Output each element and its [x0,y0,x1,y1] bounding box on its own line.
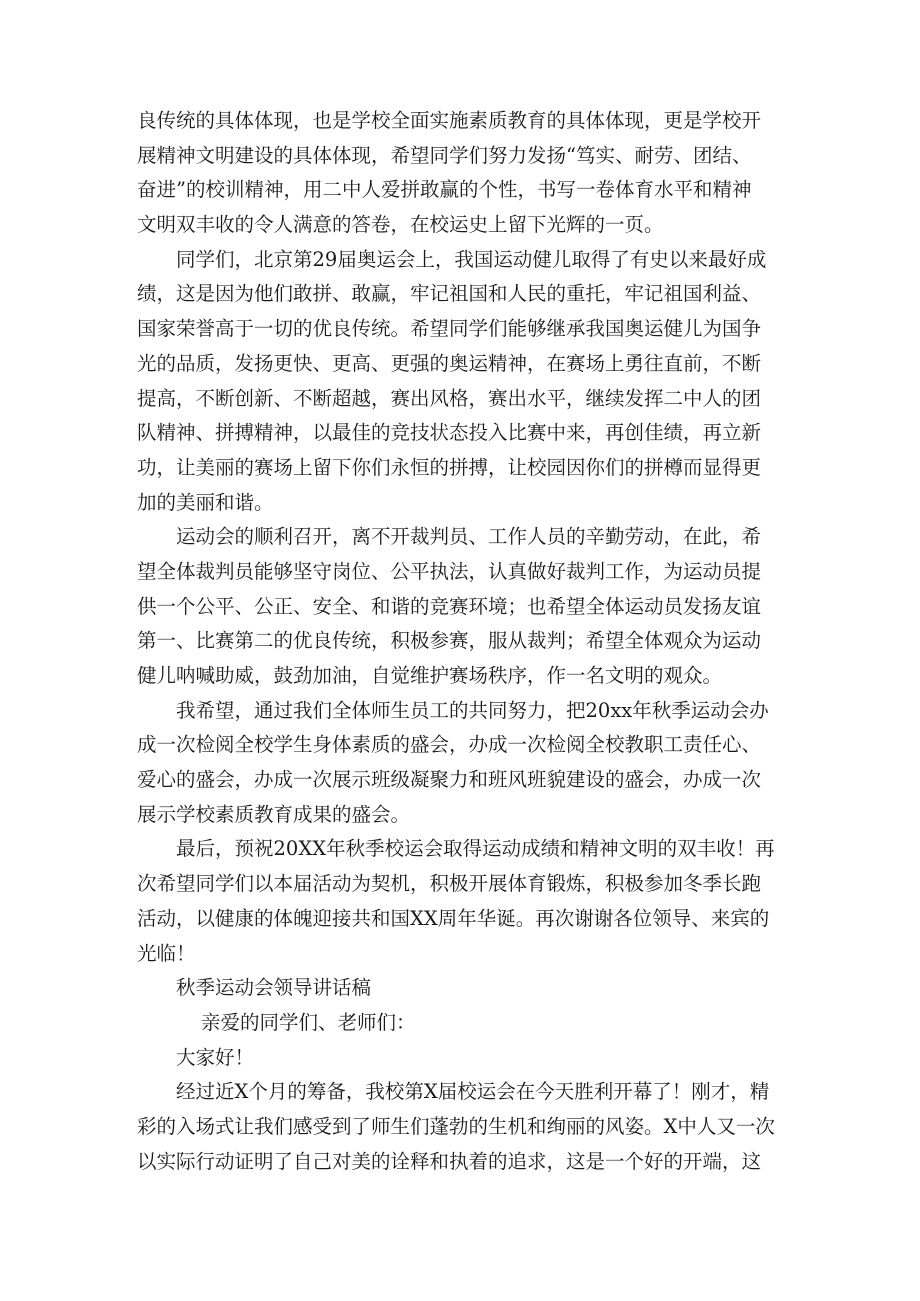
text-line: 绩，这是因为他们敢拼、敢赢，牢记祖国和人民的重托，牢记祖国利益、 [137,282,762,306]
text-line: 加的美丽和谐。 [137,490,274,514]
text-line: 健儿呐喊助威，鼓劲加油，自觉维护赛场秩序，作一名文明的观众。 [137,664,723,687]
text-line: 提高，不断创新、不断超越，赛出风格，赛出水平，继续发挥二中人的团 [137,386,762,410]
salutation [137,1006,787,1041]
text-line: 爱心的盛会，办成一次展示班级凝聚力和班风班貌建设的盛会，办成一次 [137,768,762,792]
salutation-text: 亲爱的同学们、老师们： [201,1010,416,1034]
paragraph-hope [137,694,787,833]
text-line: 望全体裁判员能够坚守岗位、公平执法，认真做好裁判工作，为运动员提 [137,559,762,583]
paragraph-olympics [137,243,787,521]
text-line: 以实际行动证明了自己对美的诠释和执着的追求，这是一个好的开端，这 [137,1149,762,1173]
text-line: 功，让美丽的赛场上留下你们永恒的拼搏，让校园因你们的拼樽而显得更 [137,455,762,479]
text-line: 光的品质，发扬更快、更高、更强的奥运精神，在赛场上勇往直前，不断 [137,351,762,375]
greeting-text: 大家好！ [176,1045,255,1069]
document-page [137,104,787,1179]
paragraph-referees [137,520,787,693]
text-line: 最后，预祝20XX年秋季校运会取得运动成绩和精神文明的双丰收！再 [176,837,775,861]
text-line: 同学们，北京第29届奥运会上，我国运动健儿取得了有史以来最好成 [176,247,767,271]
text-line: 展示学校素质教育成果的盛会。 [137,802,411,826]
text-line: 次希望同学们以本届活动为契机，积极开展体育锻炼，积极参加冬季长跑 [137,872,762,896]
text-line: 我希望，通过我们全体师生员工的共同努力，把20xx年秋季运动会办 [176,698,769,722]
text-line: 奋进”的校训精神，用二中人爱拼敢赢的个性，书写一卷体育水平和精神 [137,178,752,202]
text-line: 队精神、拼搏精神，以最佳的竞技状态投入比赛中来，再创佳绩，再立新 [137,421,762,445]
text-line: 供一个公平、公正、安全、和谐的竞赛环境；也希望全体运动员发扬友谊 [137,594,762,618]
paragraph-continuation [137,104,787,243]
text-line: 彩的入场式让我们感受到了师生们蓬勃的生机和绚丽的风姿。X中人又一次 [137,1114,775,1138]
text-line: 展精神文明建设的具体体现，希望同学们努力发扬“笃实、耐劳、团结、 [137,143,752,167]
greeting [137,1041,787,1076]
heading-text: 秋季运动会领导讲话稿 [176,976,372,1000]
text-line: 国家荣誉高于一切的优良传统。希望同学们能够继承我国奥运健儿为国争 [137,317,762,341]
text-line: 成一次检阅全校学生身体素质的盛会，办成一次检阅全校教职工责任心、 [137,733,762,757]
paragraph-opening [137,1075,787,1179]
text-line: 光临！ [137,941,196,965]
text-line: 第一、比赛第二的优良传统，积极参赛，服从裁判；希望全体观众为运动 [137,629,762,653]
text-line: 运动会的顺利召开，离不开裁判员、工作人员的辛勤劳动，在此，希 [176,525,762,549]
text-line: 良传统的具体体现，也是学校全面实施素质教育的具体体现，更是学校开 [137,109,762,132]
text-line: 经过近X个月的筹备，我校第X届校运会在今天胜利开幕了！刚才，精 [176,1080,770,1104]
text-line: 文明双丰收的令人满意的答卷，在校运史上留下光辉的一页。 [137,213,664,237]
text-line: 活动，以健康的体魄迎接共和国XX周年华诞。再次谢谢各位领导、来宾的 [137,906,770,930]
paragraph-closing [137,832,787,971]
section-title [137,971,787,1006]
